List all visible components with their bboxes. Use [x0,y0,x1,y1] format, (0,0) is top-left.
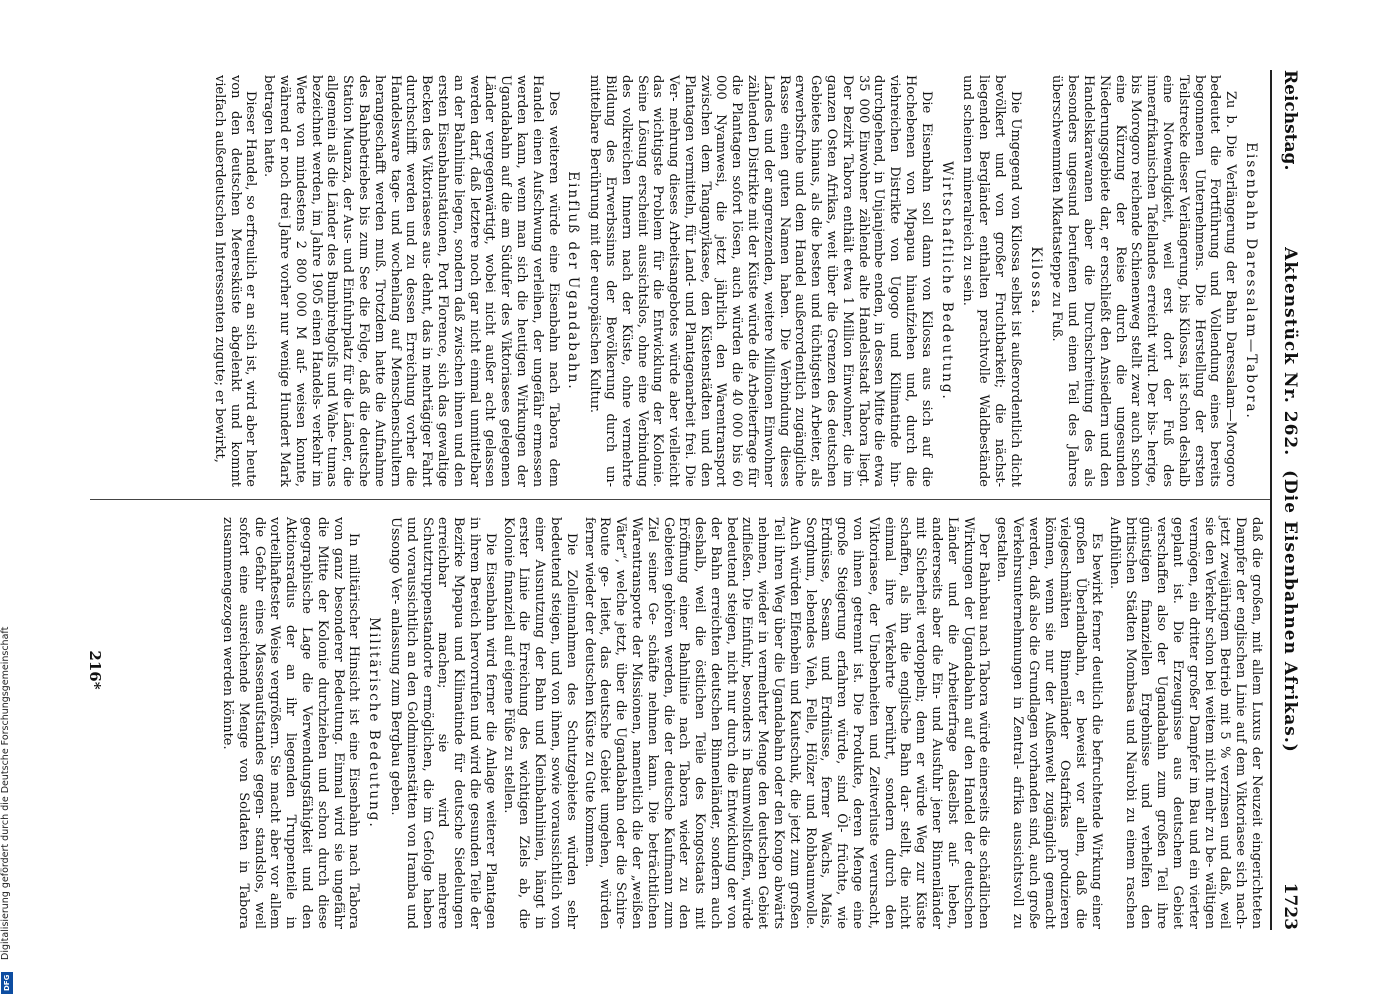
header-left: Reichstag. [1280,70,1300,171]
digitization-note: Digitalisierung gefördert durch die Deutsche Forschungsgemeinschaft [0,626,11,960]
paragraph: Der Bahnbau nach Tabora würde einerseits die schädlichen Wirkungen der Ugandabahn auf den Handel der deutschen Länder und die Arbeiterfrage daselbst auf- heben, andererseits aber die Ein- und Ausfuhr jener Binnenländer mit Sicherheit verdoppeln; denn er würde Weg zur Küste schaffen, als ihn die englische Bahn dar- stellt, die nicht einmal ihre Verkehrte berührt, sondern durch den Viktoriasee, der Unebenheiten und Zeitverluste verursacht, von ihnen getrennt ist. Die Produkte, deren Menge eine große Steigerung erfahren würde, sind Öl- früchte, wie Erdnüsse, Sesam und Erdnüsse, ferner Wachs, Mais, Sorghum, lebendes Vieh, Felle, Hölzer und Rohbaumwolle. Auch würden Elfenbein und Kautschuk, die jetzt zum großen Teil ihren Weg über die Ugandabahn oder den Kongo abwärts nehmen, wieder in vermehrter Menge den deutschen Gebiet zufließen. Die Einfuhr, besonders in Baumwollstoffen, würde bedeutend steigen, nicht nur durch die Entwicklung der von der Bahn erreichten deutschen Binnenländer, sondern auch deshalb, weil die östlichen Teile des Kongostaats mit Eröffnung einer Bahnlinie nach Tabora wieder zu den Gebieten gehören werden, die der deutsche Kaufmann zum Ziel seiner Ge- schäfte nehmen kann. Die beträchtlichen Warentransporte der Missionen, namentlich die der „weißen Väter“, welche jetzt, über die Ugandabahn oder die Schire-Route ge- leitet, das deutsche Gebiet umgehen, würden ferner wieder der deutschen Küste zu Gute kommen. [581,517,992,929]
paragraph: Die Eisenbahn wird ferner die Anlage weiterer Plantagen in ihrem Bereich hervorrufen und wird die gesunden Teile der Bezirke Mpapua und Kilimatinde für deutsche Siedelungen erreichbar machen; sie wird mehrere Schutztruppenstandorte ermöglichen, die im Gefolge haben und voraussichtlich an den Goldminenstätten von Iramba und Ussongo Ver- anlassung zum Bergbau geben. [387,517,498,929]
page-footer-signature: 216* [86,650,104,690]
column-divider [90,499,1270,500]
section-heading: Militärische Bedeutung. [366,617,383,829]
right-text-column [217,517,1264,929]
digitization-sidebar [0,600,16,1000]
header-document-number: Aktenstück Nr. 262. [1280,247,1300,457]
header-series-title: (Die Eisenbahnen Afrikas.) [1280,470,1300,753]
paragraph: daß die großen, mit allem Luxus der Neuzeit eingerichteten Dampfer der englischen Linie auf dem Viktoriasee sich nach- jetzt zweijährigem Betrieb mit 5 % verzinsen und daß, weil sie den Verkehr schon bei weitem nicht mehr zu be- wältigen vermögen, ein dritter großer Dampfer im Bau und ein vierter geplant ist. Die Erzeugnisse aus deutschem Gebiet verschaffen also der Ugandabahn zum großen Teil ihre günstigen finanziellen Ergebnisse und verhelfen den britischen Städten Mombasa und Nairobi zu einem raschen Aufblühen. [1106,517,1264,929]
section-heading: Wirtschaftliche Bedeutung. [938,161,955,401]
paragraph: Zu b. Die Verlängerung der Bahn Daressalam—Morogoro bedeutet die Fortführung und Vollendung eines bereits begonnenen Unternehmens. Die Herstellung der ersten Teilstrecke dieser Verlängerung, bis Kilossa, ist schon deshalb eine Notwendigkeit, weil erst dort der Fuß des innerafrikanischen Tafellandes erreicht wird. Der bis- herige, bis Morogoro reichende Schienenweg stellt zwar auch schon eine Kürzung der Reise durch die ungesunden Niederungsgebiete dar, er erschließt den Ansiedlern und den Handelskarawanen aber die Durchschreitung des als besonders ungesund berufenen und einen Teil des Jahres überschwemmten Mkattasteppe zu Fuß. [1049,75,1239,487]
paragraph: Die Umgegend von Kilossa selbst ist außerordentlich dicht bevölkert und von großer Fruchtbarkeit; die nächst- liegenden Bergländer enthalten prachtvolle Waldbestände und scheinen mineralreich zu sein. [960,75,1023,487]
page-number: 1723 [1280,882,1300,930]
header-rule [1270,70,1272,930]
section-heading: Kilossa. [1027,246,1044,316]
paragraph: Dieser Handel, so erfreulich er an sich ist, wird aber heute von den deutschen Meeresküste abgelenkt und kommt vielfach außerdeutschen Interessenten zugute; er bewirkt, [211,75,259,487]
dfg-logo-icon: DFG [1,972,13,994]
section-heading: Einfluß der Ugandabahn. [565,171,582,391]
section-heading: Eisenbahn Daressalam—Tabora. [1243,142,1259,420]
paragraph: Die Zolleinnahmen des Schutzgebietes würden sehr bedeutend steigen, und von ihnen, sowie voraussichtlich von einer Ausnutzung der Bahn und Kleinbahnlinien, hängt in erster Linie die Erreichung des wichtigen Ziels ab, die Kolonie finanziell auf eigene Füße zu stellen. [500,517,579,929]
left-text-column [209,75,1264,487]
paragraph: In militärischer Hinsicht ist eine Eisenbahn nach Tabora von ganz besonderer Bedeutung. Einmal wird sie ungefähr die Mitte der Kolonie durchziehen und schon durch diese geographische Lage die Verwendungsfähigkeit und den Aktionsradius der an ihr liegenden Truppenteile in vorteilhaftester Weise vergrößern. Sie macht aber vor allem die Gefahr eines Massenaufstandes gegen- standslos, weil sofort eine ausreichende Menge von Soldaten in Tabora zusammengezogen werden könnte. [220,517,362,929]
paragraph: Es bewirkt ferner deutlich die befruchtende Wirkung einer großen Überlandbahn, er beweist vor allem, daß die vielgeschmähten Binnenländer Ostafrikas produzieren können, wenn sie nur der Außenwelt zugänglich gemacht werden, daß also die Grundlagen vorhanden sind, auch große Verkehrsunternehmungen in Zentral- afrika aussichtsvoll zu gestalten. [994,517,1105,929]
paragraph: Die Eisenbahn soll dann von Kilossa aus sich auf die Hochebenen von Mpapua hinaufziehen und, durch die viehreichen Distrikte von Ugogo und Kilimatinde hin- durchgehend, in Unjanjembe enden, in dessen Mitte die etwa 35 000 Einwohner zählende alte Handelsstadt Tabora liegt. Der Bezirk Tabora enthält etwa 1 Million Einwohner, die im ganzen Osten Afrikas, weit über die Grenzen des deutschen Gebietes hinaus, als die besten und tüchtigsten Arbeiter, als erwerbsfrohe und dem Handel außerordentlich zugängliche Rasse einen guten Namen haben. Die Verbindung dieses Landes und der angrenzenden, weitere Millionen Einwohner zählenden Distrikte mit der Küste würde die Arbeiterfrage für die Plantagen sofort lösen, auch würden die 40 000 bis 60 000 Nyamwesi, die jetzt jährlich den Warentransport zwischen dem Tanganyikasee, den Küstenstädten und den Plantagen vermitteln, für Land- und Plantagenarbeit frei. Die Ver- mehrung dieses Arbeitsangebotes würde aber vielleicht das wichtigste Problem für die Entwicklung der Kolonie. Seine Lösung erscheint aussichtslos, ohne eine Verbindung des volkreichen Innern nach der Küste, ohne vermehrte Bildung des Erwerbssinns der Bevölkerung durch un- mittelbare Berührung mit der europäischen Kultur. [587,75,934,487]
scanned-page [70,0,1310,1000]
page-header [1274,70,1302,930]
header-center [1280,70,1300,930]
paragraph: Des weiteren würde eine Eisenbahn nach Tabora dem Handel einen Aufschwung verleihen, der ungefähr ermessen werden kann, wenn man sich die heutigen Wirkungen der Ugandabahn auf die am Südufer des Viktoriasees gelegenen Länder vergegenwärtigt, wobei nicht außer acht gelassen werden darf, daß letztere noch gar nicht einmal unmittelbar an der Bahnlinie liegen, sondern daß zwischen ihnen und den ersten Eisenbahnstationen, Port Florence, sich das gewaltige Becken des Viktoriasees aus- dehnt, das in mehrtägiger Fahrt durchschifft werden und zu dessen Erreichung vorher die Handelsware tage- und wochenlang auf Menschenschultern herangeschafft werden muß. Trotzdem hatte die Aufnahme des Bahnbetriebes bis zum See die Folge, daß die deutsche Station Muanza, der Aus- und Einfuhrplatz für die Länder, die allgemein als die Länder des Bumbirehgolfs und Wahe- tumas bezeichnet werden, im Jahre 1905 einen Handels- verkehr im Werte von mindestens 2 800 000 M auf- weisen konnte, während er noch drei Jahre vorher nur wenige Hundert Mark betragen hatte. [261,75,561,487]
